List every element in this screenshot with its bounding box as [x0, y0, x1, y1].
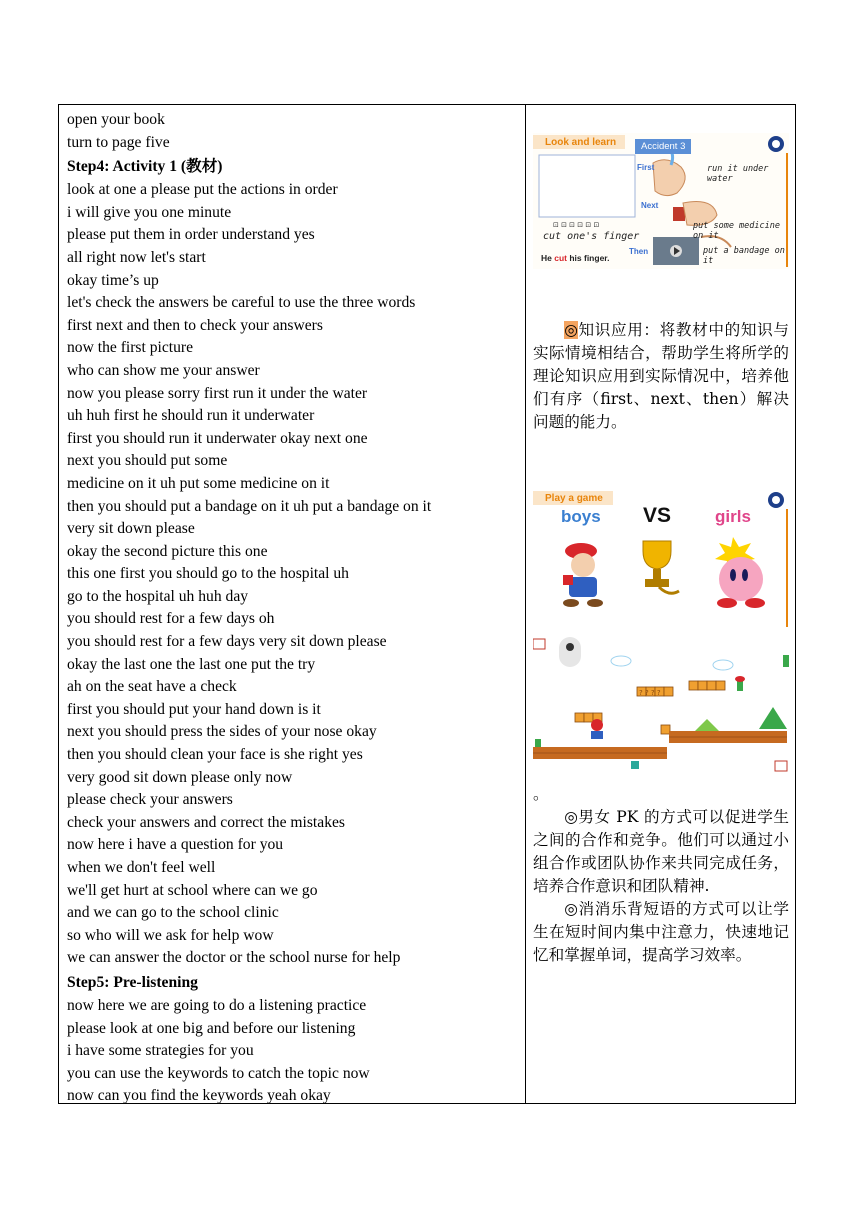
transcript-line: open your book [67, 111, 165, 128]
transcript-line: very sit down please [67, 520, 195, 538]
transcript-line: you should rest for a few days oh [67, 610, 275, 628]
elimination-game-slide [533, 635, 789, 775]
transcript-line: now you please sorry first run it under the water [67, 384, 368, 402]
step5-heading: Step5: Pre-listening [67, 973, 198, 991]
note2-dot: 。 [533, 785, 549, 803]
transcript-line: you should rest for a few days very sit down please [67, 633, 387, 651]
transcript-line: so who will we ask for help wow [67, 926, 274, 944]
transcript-block-c [67, 995, 517, 1108]
slide2-tag: Play a game [545, 493, 603, 504]
transcript-line: we'll get hurt at school where can we go [67, 881, 318, 899]
note-mark: ◎ [564, 321, 579, 339]
put-bandage-label: put a bandage on it [703, 246, 785, 266]
transcript-line: first next and then to check your answers [67, 316, 323, 334]
transcript-line: turn to page five [67, 133, 170, 151]
transcript-line: i will give you one minute [67, 203, 232, 221]
label-first: First [637, 163, 655, 172]
transcript-line: go to the hospital uh huh day [67, 587, 249, 605]
knowledge-application-note: ◎知识应用：将教材中的知识与实际情境相结合，帮助学生将所学的理论知识应用到实际情况中，培养他们有序（first、next、then）解决问题的能力。 [533, 321, 789, 431]
transcript-line: and we can go to the school clinic [67, 904, 279, 922]
transcript-line: check your answers and correct the mistakes [67, 813, 345, 831]
transcript-line: now here we are going to do a listening practice [67, 996, 367, 1014]
transcript-line: i have some strategies for you [67, 1042, 254, 1060]
label-then: Then [629, 247, 649, 256]
transcript-line: okay the last one the last one put the try [67, 655, 316, 673]
transcript-line: next you should put some [67, 452, 228, 470]
transcript-line: now can you find the keywords yeah okay [67, 1087, 331, 1105]
transcript-line: next you should press the sides of your nose okay [67, 723, 377, 741]
transcript-line: uh huh first he should run it underwater [67, 407, 315, 425]
transcript-line: let's check the answers be careful to use the three words [67, 294, 416, 312]
transcript-line: okay time’s up [67, 271, 159, 289]
vs-label: VS [643, 504, 672, 527]
label-next: Next [641, 201, 659, 210]
transcript-line: ah on the seat have a check [67, 678, 237, 696]
transcript-line: when we don't feel well [67, 859, 216, 876]
boys-label: boys [561, 507, 601, 526]
question-block-text: ? ? ? ? [639, 689, 661, 697]
transcript-line: then you should clean your face is she right yes [67, 746, 363, 764]
transcript-line: now the first picture [67, 339, 194, 357]
column-divider [525, 105, 526, 1103]
transcript-column [67, 109, 517, 1108]
cut-finger-label: cut one's finger [543, 231, 640, 242]
transcript-line: please check your answers [67, 791, 233, 809]
run-under-water-label: run it under water [707, 164, 769, 184]
elimination-method-note: ◎消消乐背短语的方式可以让学生在短时间内集中注意力，快速地记忆和掌握单词，提高学习效率。 [533, 900, 789, 964]
game-method-notes [533, 783, 789, 967]
transcript-line: all right now let's start [67, 248, 206, 266]
transcript-block-a [67, 109, 517, 154]
look-and-learn-slide [533, 133, 789, 269]
accident-badge: Accident 3 [635, 139, 691, 154]
transcript-line: please look at one big and before our listening [67, 1019, 356, 1037]
transcript-block-b [67, 179, 517, 970]
svg-text:⊡ ⊡ ⊡ ⊡ ⊡ ⊡: ⊡ ⊡ ⊡ ⊡ ⊡ ⊡ [553, 221, 600, 229]
transcript-line: look at one a please put the actions in order [67, 181, 338, 199]
slide3-art [533, 635, 789, 775]
transcript-line: now here i have a question for you [67, 836, 284, 854]
transcript-line: first you should run it underwater okay next one [67, 429, 368, 447]
transcript-line: then you should put a bandage on it uh put a bandage on it [67, 497, 432, 515]
slide1-caption: He cut his finger. [541, 253, 610, 263]
lesson-table [58, 104, 796, 1104]
transcript-line: who can show me your answer [67, 361, 260, 379]
transcript-line: okay the second picture this one [67, 542, 268, 560]
transcript-line: we can answer the doctor or the school nurse for help [67, 949, 401, 967]
transcript-line: very good sit down please only now [67, 768, 293, 786]
pk-method-note: ◎男女 PK 的方式可以促进学生之间的合作和竞争。他们可以通过小组合作或团队协作来共同完成任务，培养合作意识和团队精神. [533, 808, 789, 895]
transcript-line: this one first you should go to the hospital uh [67, 565, 349, 583]
transcript-line: you can use the keywords to catch the topic now [67, 1064, 370, 1082]
step4-heading: Step4: Activity 1 (教材) [67, 158, 223, 176]
girls-label: girls [715, 507, 751, 526]
transcript-line: medicine on it uh put some medicine on it [67, 474, 330, 492]
transcript-line: first you should put your hand down is it [67, 700, 321, 718]
slide1-tag: Look and learn [545, 137, 617, 148]
play-a-game-slide [533, 487, 789, 629]
put-medicine-label: put some medicine on it [693, 221, 780, 241]
transcript-line: please put them in order understand yes [67, 226, 315, 244]
